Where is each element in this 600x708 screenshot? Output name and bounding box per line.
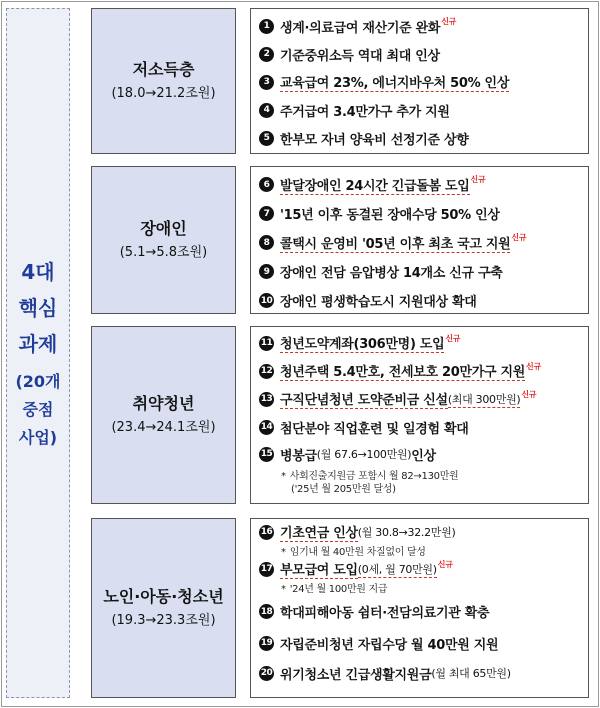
category-vulnerable-youth — [91, 326, 236, 504]
sidebar-line-3: 과제 — [18, 332, 58, 356]
category-amount: (23.4→24.1조원) — [111, 420, 216, 435]
sidebar-sub-3: 사업) — [18, 428, 58, 447]
item-number: 15 — [259, 447, 274, 462]
item-text: 청년도약계좌(306만명) 도입 — [280, 333, 444, 353]
list-item — [259, 558, 582, 580]
item-text: 병봉급 — [280, 448, 317, 464]
item-number: 17 — [259, 562, 274, 577]
sidebar-line-1: 4대 — [21, 260, 55, 284]
core-tasks-label — [6, 8, 70, 698]
note-text: '24년 월 100만원 지급 — [289, 584, 388, 595]
list-item — [259, 124, 582, 152]
new-badge: 신규 — [437, 559, 453, 569]
item-detail: (0세, 월 70만원) — [357, 562, 437, 576]
items-low-income — [250, 8, 589, 154]
new-badge: 신규 — [470, 175, 486, 184]
list-item — [259, 96, 582, 124]
list-item — [259, 521, 582, 543]
category-title: 노인·아동·청소년 — [103, 587, 224, 606]
item-text: 기초연금 인상 — [280, 522, 358, 542]
list-item — [259, 658, 582, 688]
items-elderly-children-youth — [250, 518, 589, 698]
item-number: 9 — [259, 264, 274, 279]
category-elderly-children-youth — [91, 518, 236, 698]
list-item — [259, 286, 582, 315]
item-text: 첨단분야 직업훈련 및 일경험 확대 — [280, 421, 469, 437]
new-badge: 신규 — [445, 333, 461, 343]
note-text: ('25년 월 205만원 달성) — [291, 484, 396, 495]
category-title: 저소득층 — [132, 60, 195, 79]
list-item — [259, 40, 582, 68]
new-badge: 신규 — [511, 233, 527, 242]
item-number: 2 — [259, 47, 274, 62]
item-text: 부모급여 도입 — [280, 559, 358, 579]
note-asterisk: * — [281, 584, 286, 595]
category-amount: (19.3→23.3조원) — [111, 613, 216, 628]
item-note — [259, 543, 582, 558]
category-title: 장애인 — [140, 219, 187, 238]
item-text: 주거급여 3.4만가구 추가 지원 — [280, 104, 450, 120]
item-number: 20 — [259, 666, 274, 681]
list-item — [259, 595, 582, 628]
category-amount: (5.1→5.8조원) — [119, 245, 208, 260]
item-text: 기준중위소득 역대 최대 인상 — [280, 48, 440, 64]
item-text: 학대피해아동 쉼터·전담의료기관 확충 — [280, 606, 490, 621]
category-amount: (18.0→21.2조원) — [111, 86, 216, 101]
note-text: 임기내 월 40만원 차질없이 달성 — [289, 547, 426, 558]
item-tail: 인상 — [411, 448, 436, 464]
item-text: 한부모 자녀 양육비 선정기준 상향 — [280, 132, 469, 148]
list-item — [259, 228, 582, 257]
item-text: 구직단념청년 도약준비금 신설 — [280, 389, 448, 409]
list-item — [259, 257, 582, 286]
item-detail: (월 67.6→100만원) — [316, 448, 412, 461]
item-detail: (월 최대 65만원) — [431, 667, 511, 680]
item-number: 19 — [259, 636, 274, 651]
item-number: 11 — [259, 336, 274, 351]
list-item — [259, 357, 582, 385]
item-number: 8 — [259, 235, 274, 250]
item-number: 16 — [259, 525, 274, 540]
item-text: 자립준비청년 자립수당 월 40만원 지원 — [280, 637, 499, 653]
item-detail: (월 30.8→32.2만원) — [357, 526, 456, 539]
item-text: 교육급여 23%, 에너지바우처 50% 인상 — [280, 72, 509, 92]
note-asterisk: * — [281, 547, 286, 558]
item-number: 3 — [259, 75, 274, 90]
note-text: 사회진출지원금 포함시 월 82→130만원 — [289, 471, 459, 482]
item-text: 생계·의료급여 재산기준 완화 — [280, 20, 441, 36]
item-text: 장애인 평생학습도시 지원대상 확대 — [280, 295, 477, 310]
list-item — [259, 170, 582, 199]
list-item — [259, 68, 582, 96]
new-badge: 신규 — [526, 361, 541, 371]
list-item — [259, 385, 582, 413]
sidebar-sub-1: (20개 — [15, 372, 61, 391]
category-disabled — [91, 166, 236, 314]
item-note — [259, 580, 582, 595]
item-text: '15년 이후 동결된 장애수당 50% 인상 — [280, 208, 500, 223]
item-number: 13 — [259, 392, 274, 407]
sidebar-sub-2: 중점 — [22, 400, 54, 419]
item-detail: (최대 300만원) — [447, 392, 521, 406]
item-number: 7 — [259, 206, 274, 221]
item-number: 10 — [259, 293, 274, 308]
list-item — [259, 413, 582, 441]
note-asterisk: * — [281, 471, 286, 482]
items-disabled — [250, 166, 589, 314]
list-item — [259, 199, 582, 228]
sidebar-line-2: 핵심 — [18, 296, 58, 320]
items-vulnerable-youth — [250, 326, 589, 504]
list-item — [259, 628, 582, 658]
item-text: 위기청소년 긴급생활지원금 — [280, 667, 432, 683]
item-number: 12 — [259, 364, 274, 379]
item-number: 18 — [259, 604, 274, 619]
item-number: 1 — [259, 19, 274, 34]
list-item — [259, 12, 582, 40]
item-text: 청년주택 5.4만호, 전세보호 20만가구 지원 — [280, 361, 525, 381]
list-item — [259, 329, 582, 357]
item-note — [259, 467, 582, 480]
item-number: 6 — [259, 177, 274, 192]
new-badge: 신규 — [521, 389, 537, 399]
item-number: 14 — [259, 420, 274, 435]
item-text: 콜택시 운영비 '05년 이후 최초 국고 지원 — [280, 233, 510, 253]
item-text: 발달장애인 24시간 긴급돌봄 도입 — [280, 175, 470, 195]
item-text: 장애인 전담 음압병상 14개소 신규 구축 — [280, 266, 503, 281]
item-number: 5 — [259, 131, 274, 146]
category-low-income — [91, 8, 236, 154]
item-number: 4 — [259, 103, 274, 118]
list-item — [259, 441, 582, 467]
new-badge: 신규 — [441, 16, 457, 26]
category-title: 취약청년 — [132, 394, 195, 413]
